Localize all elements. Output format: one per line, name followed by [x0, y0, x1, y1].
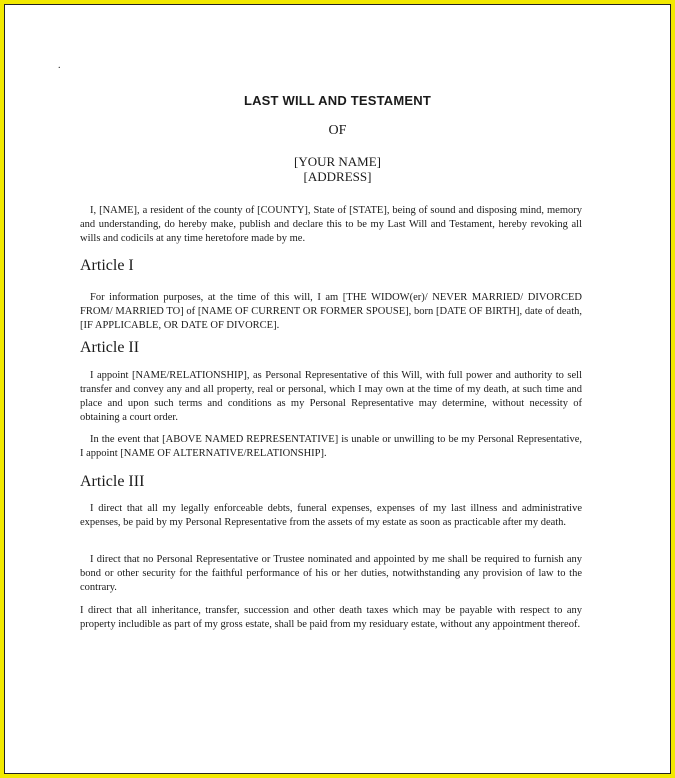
intro-paragraph: I, [NAME], a resident of the county of [COUNTY], State of [STATE], being of sound and disposing mind, memory and understanding, do hereby make, publish and declare this to be my Last Will and Testament, hereby revoking all wills and codicils at any time heretofore made by me. [80, 205, 582, 244]
article-3-heading: Article III [80, 473, 145, 490]
article-2-heading: Article II [80, 339, 140, 356]
document-title: LAST WILL AND TESTAMENT [243, 93, 432, 108]
article-2-paragraph-1: I appoint [NAME/RELATIONSHIP], as Personal Representative of this Will, with full power and authority to sell transfer and convey any and all property, real or personal, which I may own at the time of my death, at such time and place and upon such terms and conditions as my Personal Representative may determine, without necessity of obtaining a court order. [80, 370, 582, 423]
article-1-paragraph-1: For information purposes, at the time of this will, I am [THE WIDOW(er)/ NEVER MARRIED/ DIVORCED FROM/ MARRIED TO] of [NAME OF CURRENT OR FORMER SPOUSE], born [DATE OF BIRTH], date of death, [IF APPLICABLE, OR DATE OF DIVORCE]. [80, 292, 582, 331]
testator-block [5, 154, 670, 184]
testator-address: [ADDRESS] [303, 169, 372, 184]
article-3-paragraph-3: I direct that all inheritance, transfer, succession and other death taxes which may be payable with respect to any property includible as part of my gross estate, shall be paid from my residuary estate, without any appointment thereof. [80, 605, 582, 630]
article-3-paragraph-1: I direct that all my legally enforceable debts, funeral expenses, expenses of my last illness and administrative expenses, be paid by my Personal Representative from the assets of my estate as soon as practicable after my death. [80, 503, 582, 528]
document-page [5, 5, 670, 773]
title-of: OF [328, 123, 347, 138]
article-1-heading: Article I [80, 257, 134, 274]
testator-name: [YOUR NAME] [293, 154, 382, 169]
article-3-paragraph-2: I direct that no Personal Representative or Trustee nominated and appointed by me shall be required to furnish any bond or other security for the faithful performance of his or her duties, notwithstanding any provision of law to the contrary. [80, 554, 582, 593]
article-2-paragraph-2: In the event that [ABOVE NAMED REPRESENTATIVE] is unable or unwilling to be my Personal Representative, I appoint [NAME OF ALTERNATIVE/RELATIONSHIP]. [80, 434, 582, 459]
stray-mark: . [58, 60, 61, 71]
